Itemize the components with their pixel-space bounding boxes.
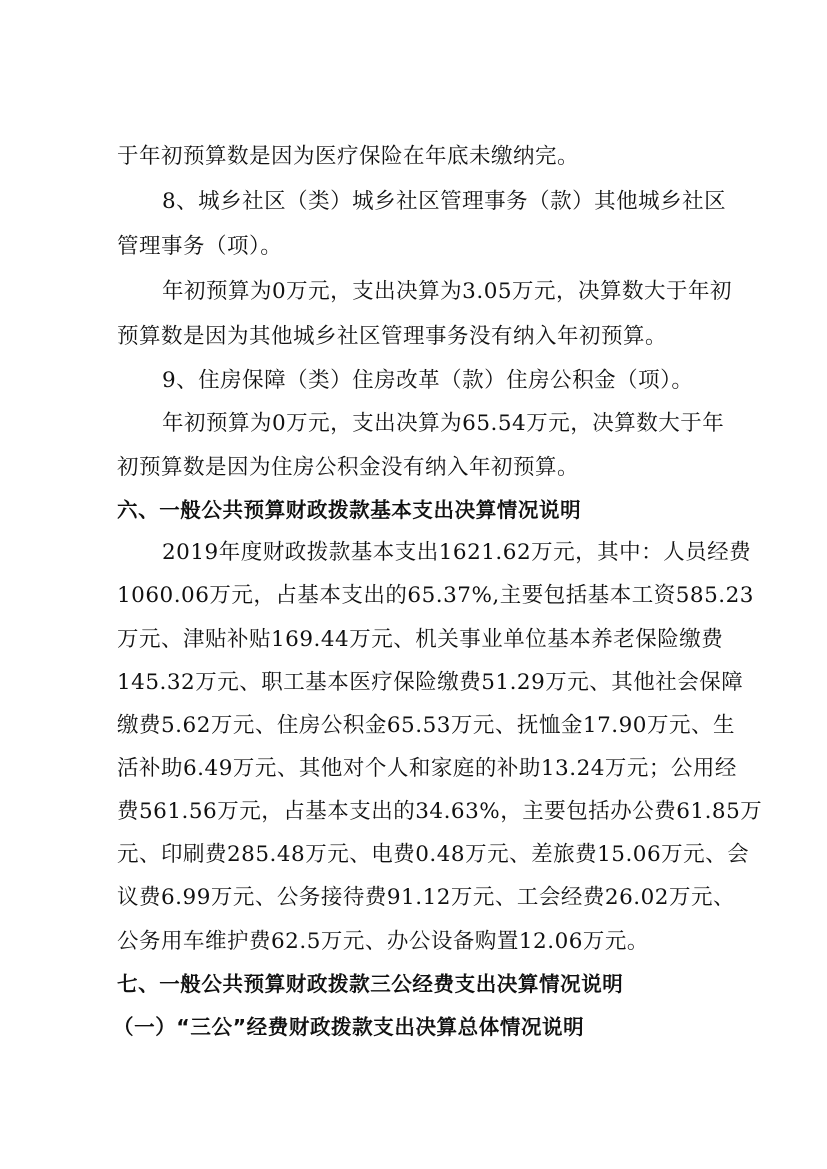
paragraph-line: 议费6.99万元、公务接待费91.12万元、工会经费26.02万元、 — [117, 885, 735, 910]
paragraph-line: 145.32万元、职工基本医疗保险缴费51.29万元、其他社会保障 — [117, 670, 744, 695]
paragraph-line: 于年初预算数是因为医疗保险在年底未缴纳完。 — [117, 144, 580, 169]
subsection-heading: （一）“三公”经费财政拨款支出决算总体情况说明 — [113, 1015, 585, 1039]
section-heading: 六、一般公共预算财政拨款基本支出决算情况说明 — [117, 498, 582, 522]
paragraph-line: 公务用车维护费62.5万元、办公设备购置12.06万元。 — [117, 929, 649, 954]
paragraph-line: 万元、津贴补贴169.44万元、机关事业单位基本养老保险缴费 — [117, 627, 724, 652]
paragraph-line: 1060.06万元，占基本支出的65.37%,主要包括基本工资585.23 — [117, 583, 754, 608]
paragraph-line: 9、住房保障（类）住房改革（款）住房公积金（项）。 — [162, 368, 694, 393]
paragraph-line: 初预算数是因为住房公积金没有纳入年初预算。 — [117, 455, 580, 480]
paragraph-line: 活补助6.49万元、其他对个人和家庭的补助13.24万元；公用经 — [117, 756, 737, 781]
paragraph-line: 预算数是因为其他城乡社区管理事务没有纳入年初预算。 — [117, 324, 668, 349]
paragraph-line: 元、印刷费285.48万元、电费0.48万元、差旅费15.06万元、会 — [117, 842, 750, 867]
paragraph-line: 年初预算为0万元，支出决算为65.54万元，决算数大于年 — [162, 411, 725, 436]
paragraph-line: 8、城乡社区（类）城乡社区管理事务（款）其他城乡社区 — [162, 189, 727, 214]
paragraph-line: 管理事务（项）。 — [117, 234, 283, 259]
paragraph-line: 费561.56万元，占基本支出的34.63%，主要包括办公费61.85万 — [117, 799, 763, 824]
section-heading: 七、一般公共预算财政拨款三公经费支出决算情况说明 — [117, 972, 624, 996]
paragraph-line: 2019年度财政拨款基本支出1621.62万元，其中：人员经费 — [162, 540, 752, 565]
paragraph-line: 缴费5.62万元、住房公积金65.53万元、抚恤金17.90万元、生 — [117, 713, 735, 738]
paragraph-line: 年初预算为0万元，支出决算为3.05万元，决算数大于年初 — [162, 279, 733, 304]
